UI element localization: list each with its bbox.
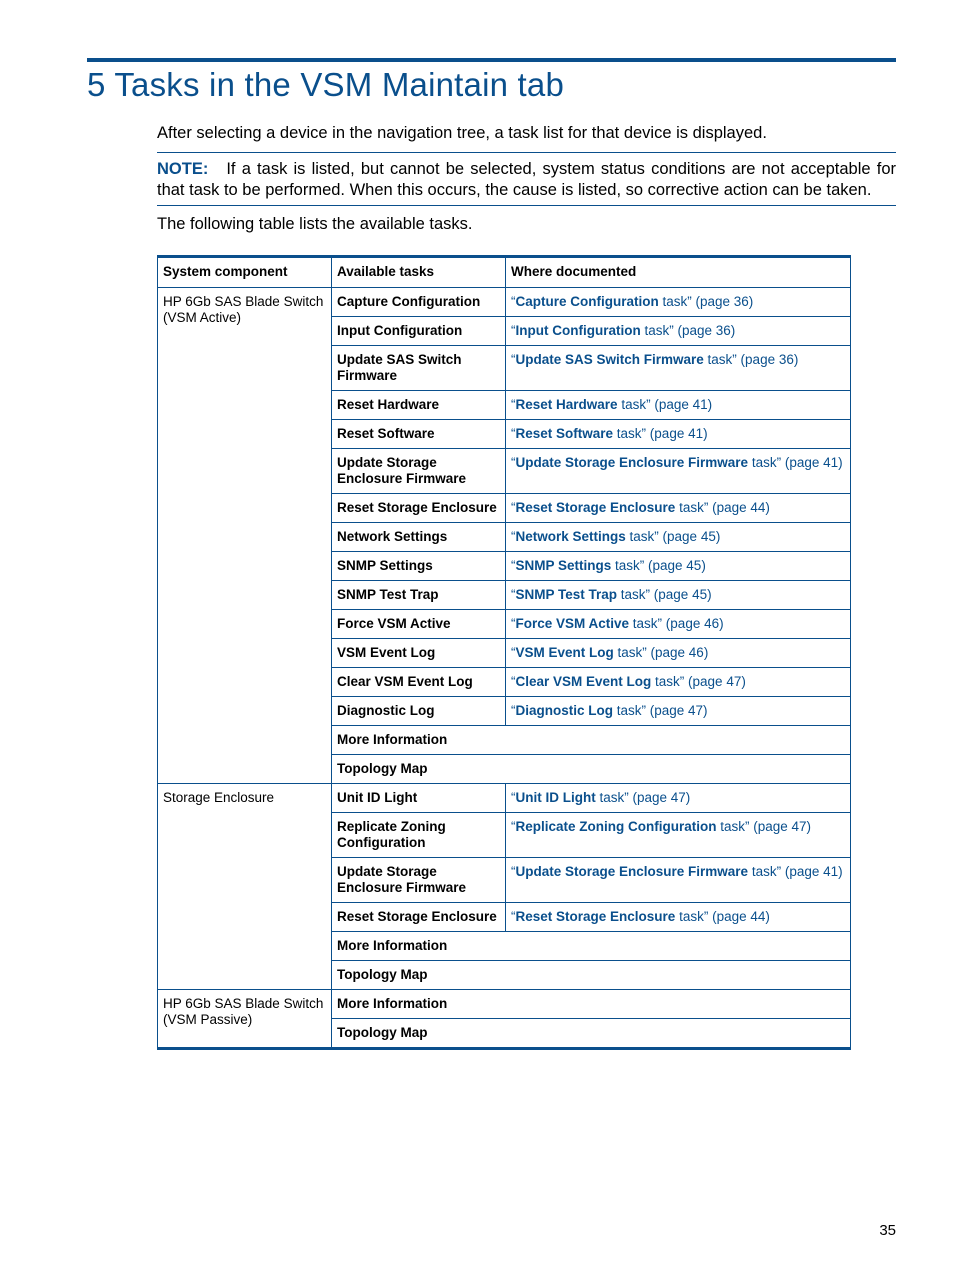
available-task-cell: Network Settings — [332, 523, 506, 552]
task-reference-title: Update Storage Enclosure Firmware — [515, 455, 749, 470]
task-reference-link[interactable]: “Update SAS Switch Firmware task” (page 36) — [511, 352, 799, 367]
system-component-cell: Storage Enclosure — [158, 784, 332, 990]
tasks-table — [157, 255, 851, 1050]
available-task-cell: Update Storage Enclosure Firmware — [332, 449, 506, 494]
where-documented-cell — [506, 288, 851, 317]
note-text: If a task is listed, but cannot be selected, system status conditions are not acceptable for that task to be performed. When this occurs, the cause is listed, so corrective action can be taken. — [157, 160, 896, 199]
task-reference-link[interactable]: “Update Storage Enclosure Firmware task” (page 41) — [511, 864, 843, 879]
header-available-tasks: Available tasks — [332, 257, 506, 288]
task-reference-link[interactable]: “Input Configuration task” (page 36) — [511, 323, 736, 338]
where-documented-cell — [506, 858, 851, 903]
available-task-cell: Topology Map — [332, 1019, 851, 1049]
where-documented-cell — [506, 523, 851, 552]
task-reference-page: task” (page 46) — [613, 645, 709, 660]
header-system-component: System component — [158, 257, 332, 288]
system-component-cell: HP 6Gb SAS Blade Switch (VSM Active) — [158, 288, 332, 784]
available-task-cell: More Information — [332, 932, 851, 961]
table-row — [158, 784, 851, 813]
task-reference-page: task” (page 44) — [675, 500, 770, 515]
available-task-cell: Unit ID Light — [332, 784, 506, 813]
task-reference-title: Capture Configuration — [515, 294, 659, 309]
where-documented-cell — [506, 668, 851, 697]
task-reference-title: SNMP Test Trap — [515, 587, 618, 602]
task-reference-title: Unit ID Light — [515, 790, 596, 805]
chapter-title: 5 Tasks in the VSM Maintain tab — [87, 66, 564, 103]
task-reference-link[interactable]: “Reset Storage Enclosure task” (page 44) — [511, 909, 770, 924]
available-task-cell: VSM Event Log — [332, 639, 506, 668]
table-header-row — [158, 257, 851, 288]
task-reference-link[interactable]: “SNMP Settings task” (page 45) — [511, 558, 706, 573]
task-reference-title: Diagnostic Log — [515, 703, 613, 718]
where-documented-cell — [506, 903, 851, 932]
where-documented-cell — [506, 610, 851, 639]
task-reference-page: task” (page 46) — [629, 616, 724, 631]
task-reference-title: Reset Software — [515, 426, 614, 441]
task-reference-page: task” (page 47) — [651, 674, 746, 689]
where-documented-cell — [506, 420, 851, 449]
available-task-cell: Update SAS Switch Firmware — [332, 346, 506, 391]
available-task-cell: Topology Map — [332, 755, 851, 784]
task-reference-link[interactable]: “Clear VSM Event Log task” (page 47) — [511, 674, 746, 689]
task-reference-link[interactable]: “Capture Configuration task” (page 36) — [511, 294, 754, 309]
intro-paragraph: After selecting a device in the navigation tree, a task list for that device is displayed. — [157, 124, 767, 142]
task-reference-link[interactable]: “Diagnostic Log task” (page 47) — [511, 703, 708, 718]
task-reference-title: Network Settings — [515, 529, 626, 544]
note-box — [157, 152, 896, 206]
task-reference-title: Replicate Zoning Configuration — [515, 819, 717, 834]
task-reference-link[interactable]: “Update Storage Enclosure Firmware task” (page 41) — [511, 455, 843, 470]
task-reference-title: Update Storage Enclosure Firmware — [515, 864, 749, 879]
task-reference-link[interactable]: “Reset Software task” (page 41) — [511, 426, 708, 441]
available-task-cell: Update Storage Enclosure Firmware — [332, 858, 506, 903]
chapter-rule — [87, 58, 896, 62]
task-reference-page: task” (page 44) — [675, 909, 770, 924]
task-reference-page: task” (page 45) — [617, 587, 712, 602]
available-task-cell: More Information — [332, 726, 851, 755]
task-reference-title: Reset Storage Enclosure — [515, 909, 676, 924]
available-task-cell: Reset Software — [332, 420, 506, 449]
where-documented-cell — [506, 639, 851, 668]
available-task-cell: Diagnostic Log — [332, 697, 506, 726]
task-reference-link[interactable]: “Force VSM Active task” (page 46) — [511, 616, 724, 631]
task-reference-link[interactable]: “SNMP Test Trap task” (page 45) — [511, 587, 712, 602]
system-component-cell: HP 6Gb SAS Blade Switch (VSM Passive) — [158, 990, 332, 1049]
where-documented-cell — [506, 813, 851, 858]
table-lead-paragraph: The following table lists the available tasks. — [157, 215, 473, 233]
task-reference-title: Input Configuration — [515, 323, 641, 338]
task-reference-page: task” (page 41) — [748, 455, 843, 470]
task-reference-title: Clear VSM Event Log — [515, 674, 652, 689]
task-reference-page: task” (page 36) — [658, 294, 754, 309]
where-documented-cell — [506, 552, 851, 581]
available-task-cell: Topology Map — [332, 961, 851, 990]
page-number: 35 — [879, 1222, 896, 1239]
where-documented-cell — [506, 581, 851, 610]
table-row — [158, 288, 851, 317]
available-task-cell: SNMP Settings — [332, 552, 506, 581]
task-reference-title: Reset Hardware — [515, 397, 618, 412]
available-task-cell: Capture Configuration — [332, 288, 506, 317]
where-documented-cell — [506, 346, 851, 391]
available-task-cell: Input Configuration — [332, 317, 506, 346]
task-reference-title: SNMP Settings — [515, 558, 612, 573]
task-reference-page: task” (page 47) — [595, 790, 691, 805]
task-reference-link[interactable]: “Unit ID Light task” (page 47) — [511, 790, 691, 805]
available-task-cell: Reset Hardware — [332, 391, 506, 420]
task-reference-page: task” (page 45) — [625, 529, 721, 544]
header-where-documented: Where documented — [506, 257, 851, 288]
available-task-cell: Replicate Zoning Configuration — [332, 813, 506, 858]
task-reference-title: Force VSM Active — [515, 616, 630, 631]
task-reference-title: Update SAS Switch Firmware — [515, 352, 704, 367]
task-reference-title: VSM Event Log — [515, 645, 614, 660]
task-reference-page: task” (page 41) — [748, 864, 843, 879]
table-body — [158, 288, 851, 1049]
task-reference-link[interactable]: “Replicate Zoning Configuration task” (page 47) — [511, 819, 812, 834]
task-reference-link[interactable]: “Reset Storage Enclosure task” (page 44) — [511, 500, 770, 515]
task-reference-page: task” (page 36) — [640, 323, 736, 338]
available-task-cell: Clear VSM Event Log — [332, 668, 506, 697]
where-documented-cell — [506, 449, 851, 494]
available-task-cell: More Information — [332, 990, 851, 1019]
task-reference-page: task” (page 36) — [703, 352, 799, 367]
available-task-cell: Reset Storage Enclosure — [332, 494, 506, 523]
task-reference-page: task” (page 45) — [611, 558, 706, 573]
where-documented-cell — [506, 317, 851, 346]
task-reference-page: task” (page 47) — [716, 819, 812, 834]
task-reference-link[interactable]: “VSM Event Log task” (page 46) — [511, 645, 709, 660]
task-reference-link[interactable]: “Reset Hardware task” (page 41) — [511, 397, 713, 412]
where-documented-cell — [506, 494, 851, 523]
available-task-cell: SNMP Test Trap — [332, 581, 506, 610]
task-reference-page: task” (page 41) — [617, 397, 713, 412]
where-documented-cell — [506, 784, 851, 813]
where-documented-cell — [506, 697, 851, 726]
task-reference-link[interactable]: “Network Settings task” (page 45) — [511, 529, 721, 544]
where-documented-cell — [506, 391, 851, 420]
task-reference-page: task” (page 41) — [613, 426, 708, 441]
note-label: NOTE: — [157, 160, 209, 178]
available-task-cell: Reset Storage Enclosure — [332, 903, 506, 932]
table-row — [158, 990, 851, 1019]
task-reference-page: task” (page 47) — [613, 703, 708, 718]
available-task-cell: Force VSM Active — [332, 610, 506, 639]
task-reference-title: Reset Storage Enclosure — [515, 500, 676, 515]
